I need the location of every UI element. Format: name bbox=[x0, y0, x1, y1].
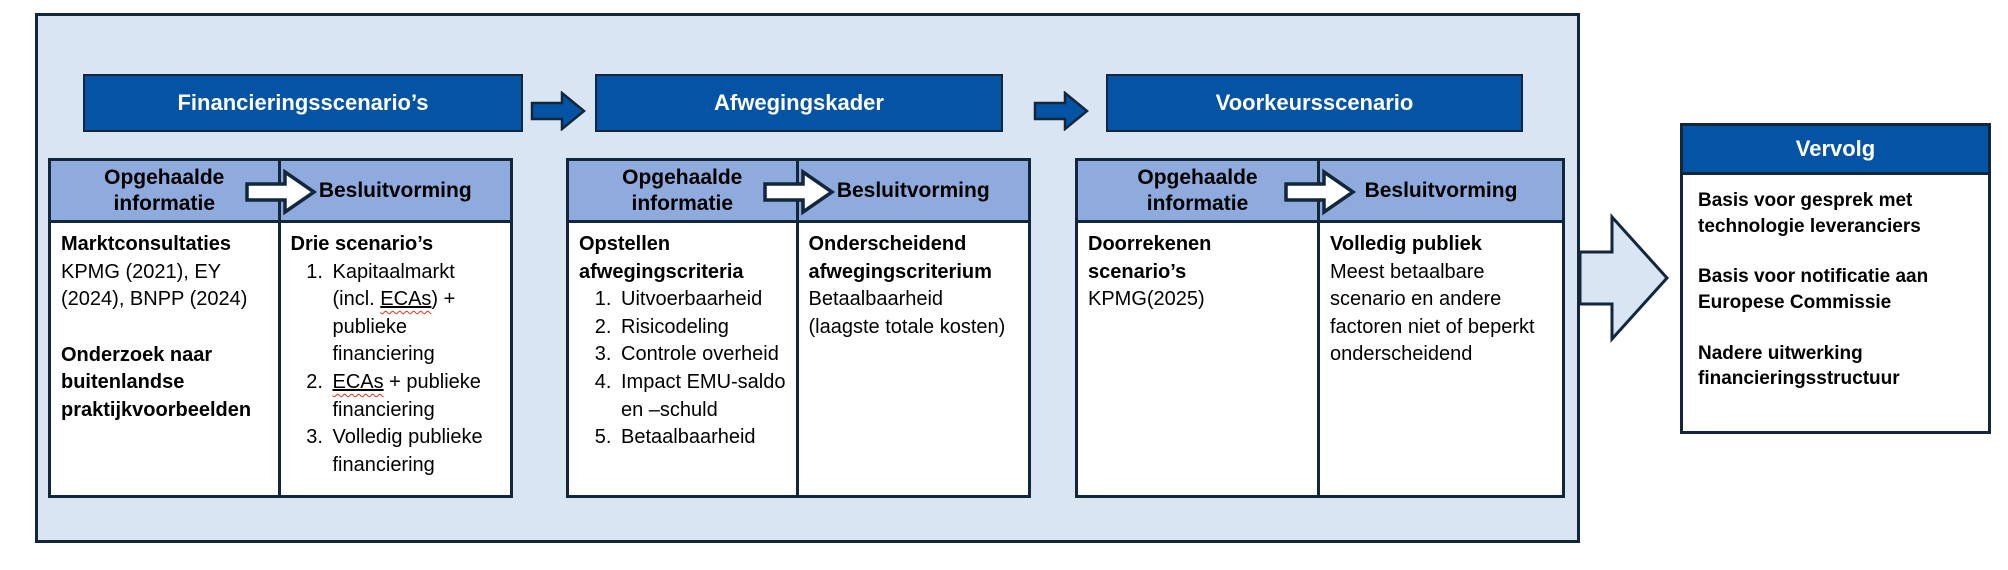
arrow-right-icon bbox=[1283, 167, 1357, 217]
decision-header: Besluitvorming bbox=[799, 161, 1029, 223]
info-lead: Opstellen afwegingscriteria bbox=[579, 233, 744, 283]
info-header: Opgehaalde informatie bbox=[1078, 161, 1320, 223]
decision-body: Meest betaalbare scenario en andere factoren niet of beperkt onderscheidend bbox=[1330, 260, 1535, 366]
decision-lead: Volledig publiek bbox=[1330, 233, 1482, 255]
stage-header-afwegingskader: Afwegingskader bbox=[595, 74, 1003, 132]
vervolg-item: Basis voor gesprek met technologie leveranciers bbox=[1698, 190, 1921, 237]
vervolg-box bbox=[1680, 123, 1991, 434]
list-item: 5. Betaalbaarheid bbox=[617, 424, 786, 452]
item-text: + publieke financiering bbox=[332, 370, 481, 421]
arrow-right-icon bbox=[244, 167, 318, 217]
list-item bbox=[329, 259, 501, 369]
item-text: Kapitaalmarkt (incl. bbox=[332, 260, 455, 311]
eca-term: ECAs bbox=[380, 288, 432, 311]
info-header: Opgehaalde informatie bbox=[51, 161, 281, 223]
decision-header: Besluitvorming bbox=[1320, 161, 1562, 223]
vervolg-item: Basis voor notificatie aan Europese Commissie bbox=[1698, 266, 1929, 313]
big-arrow-right-icon bbox=[1578, 211, 1670, 345]
info-lead2: Onderzoek naar buitenlandse praktijkvoorbeelden bbox=[61, 343, 252, 421]
info-header: Opgehaalde informatie bbox=[569, 161, 799, 223]
stage-table-voorkeursscenario bbox=[1075, 158, 1565, 498]
stage-table-afwegingskader bbox=[566, 158, 1031, 498]
decision-lead: Onderscheidend afwegingscriterium bbox=[808, 233, 992, 283]
stage-header-financieringsscenarios: Financieringsscenario’s bbox=[83, 74, 523, 132]
list-item: 3. Controle overheid bbox=[617, 341, 786, 369]
info-cell bbox=[1078, 223, 1320, 495]
info-lead: Marktconsultaties bbox=[61, 233, 232, 255]
decision-cell bbox=[1320, 223, 1562, 495]
arrow-right-icon bbox=[762, 167, 836, 217]
info-cell bbox=[51, 223, 281, 495]
eca-term: ECAs bbox=[332, 370, 384, 393]
decision-cell bbox=[799, 223, 1029, 495]
list-item bbox=[329, 369, 501, 424]
info-body: KPMG (2021), EY (2024), BNPP (2024) bbox=[61, 260, 248, 311]
list-item: 4. Impact EMU-saldo en –schuld bbox=[617, 369, 786, 424]
decision-header: Besluitvorming bbox=[281, 161, 511, 223]
item-text: Volledig publieke financiering bbox=[332, 426, 483, 476]
info-lead: Doorrekenen scenario’s bbox=[1088, 233, 1212, 283]
vervolg-title: Vervolg bbox=[1683, 126, 1988, 175]
list-item bbox=[329, 424, 501, 479]
vervolg-body bbox=[1683, 175, 1988, 405]
vervolg-item: Nadere uitwerking financieringsstructuur bbox=[1698, 342, 1900, 390]
info-body: KPMG(2025) bbox=[1088, 288, 1205, 311]
decision-lead: Drie scenario’s bbox=[290, 233, 434, 255]
item-text: ) + publieke financiering bbox=[332, 288, 456, 366]
criteria-list bbox=[579, 286, 786, 452]
stage-header-voorkeursscenario: Voorkeursscenario bbox=[1106, 74, 1523, 132]
decision-cell bbox=[281, 223, 511, 495]
arrow-right-icon bbox=[1033, 91, 1089, 131]
stage-table-financieringsscenarios bbox=[48, 158, 513, 498]
info-cell bbox=[569, 223, 799, 495]
decision-body: Betaalbaarheid (laagste totale kosten) bbox=[808, 288, 1006, 338]
list-item: 2. Risicodeling bbox=[617, 314, 786, 342]
list-item: 1. Uitvoerbaarheid bbox=[617, 286, 786, 314]
arrow-right-icon bbox=[530, 91, 586, 131]
scenario-list bbox=[291, 259, 501, 480]
process-panel bbox=[35, 13, 1580, 543]
